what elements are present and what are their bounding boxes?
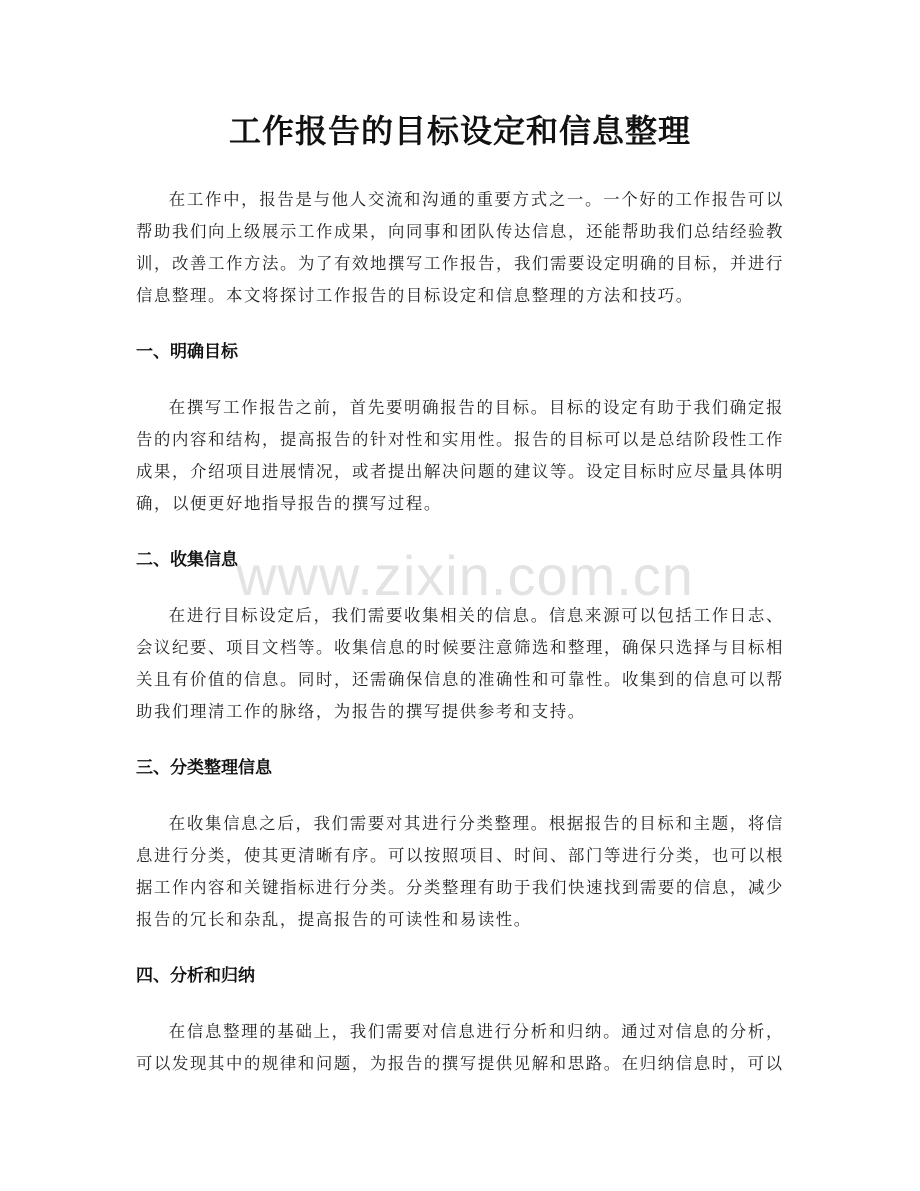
- intro-paragraph: 在工作中，报告是与他人交流和沟通的重要方式之一。一个好的工作报告可以帮助我们向上级展示工作成果，向同事和团队传达信息，还能帮助我们总结经验教训，改善工作方法。为了有效地撰写工作报告，我们需要设定明确的目标，并进行信息整理。本文将探讨工作报告的目标设定和信息整理的方法和技巧。: [136, 190, 784, 305]
- section-paragraph: 在收集信息之后，我们需要对其进行分类整理。根据报告的目标和主题，将信息进行分类，使其更清晰有序。可以按照项目、时间、部门等进行分类，也可以根据工作内容和关键指标进行分类。分类整理有助于我们快速找到需要的信息，减少报告的冗长和杂乱，提高报告的可读性和易读性。: [136, 814, 784, 929]
- document-title: 工作报告的目标设定和信息整理: [228, 112, 691, 150]
- section-heading: 四、分析和归纳: [136, 966, 255, 986]
- section-analyze: [136, 960, 784, 1080]
- section-paragraph: 在撰写工作报告之前，首先要明确报告的目标。目标的设定有助于我们确定报告的内容和结构，提高报告的针对性和实用性。报告的目标可以是总结阶段性工作成果，介绍项目进展情况，或者提出解决问题的建议等。设定目标时应尽量具体明确，以便更好地指导报告的撰写过程。: [136, 398, 784, 513]
- section-heading: 三、分类整理信息: [136, 758, 272, 778]
- document-body: [136, 184, 784, 1080]
- section-heading: 一、明确目标: [136, 342, 238, 362]
- section-paragraph: 在进行目标设定后，我们需要收集相关的信息。信息来源可以包括工作日志、会议纪要、项目文档等。收集信息的时候要注意筛选和整理，确保只选择与目标相关且有价值的信息。同时，还需确保信息的准确性和可靠性。收集到的信息可以帮助我们理清工作的脉络，为报告的撰写提供参考和支持。: [136, 606, 784, 721]
- section-goal: [136, 336, 784, 520]
- section-collect: [136, 544, 784, 728]
- section-paragraph: 在信息整理的基础上，我们需要对信息进行分析和归纳。通过对信息的分析，可以发现其中的规律和问题，为报告的撰写提供见解和思路。在归纳信息时，可以: [136, 1022, 784, 1073]
- watermark: www.zixin.com.cn: [236, 544, 694, 607]
- section-heading: 二、收集信息: [136, 550, 238, 570]
- section-classify: [136, 752, 784, 936]
